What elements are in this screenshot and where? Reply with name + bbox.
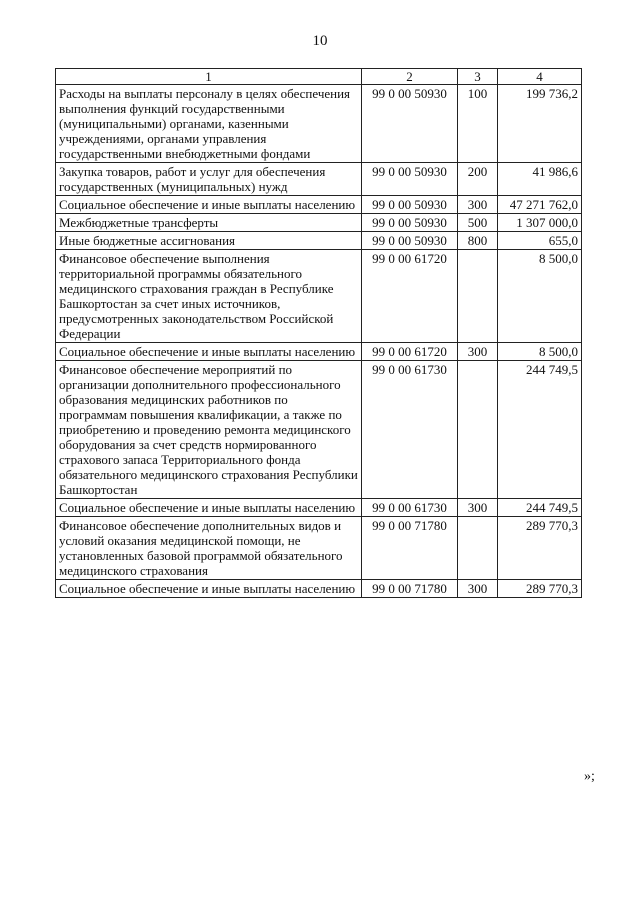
amount-cell: 289 770,3: [498, 580, 582, 598]
table-row: [56, 580, 582, 598]
target-article-code-cell: 99 0 00 71780: [362, 517, 458, 580]
expense-type-cell: 300: [458, 499, 498, 517]
amount-cell: 47 271 762,0: [498, 196, 582, 214]
table-body: [56, 85, 582, 598]
expense-type-cell: [458, 250, 498, 343]
expense-type-cell: 800: [458, 232, 498, 250]
table-row: [56, 232, 582, 250]
table-row: [56, 499, 582, 517]
expense-type-cell: 300: [458, 196, 498, 214]
expense-name-cell: Межбюджетные трансферты: [56, 214, 362, 232]
target-article-code-cell: 99 0 00 61720: [362, 343, 458, 361]
budget-table: [55, 68, 582, 598]
expense-name-cell: Социальное обеспечение и иные выплаты населению: [56, 343, 362, 361]
expense-name-cell: Социальное обеспечение и иные выплаты населению: [56, 196, 362, 214]
header-col-1: 1: [56, 69, 362, 85]
amount-cell: 199 736,2: [498, 85, 582, 163]
target-article-code-cell: 99 0 00 50930: [362, 196, 458, 214]
amount-cell: 244 749,5: [498, 361, 582, 499]
target-article-code-cell: 99 0 00 50930: [362, 85, 458, 163]
table-row: [56, 196, 582, 214]
expense-name-cell: Финансовое обеспечение мероприятий по организации дополнительного профессионального образования медицинских работников по программам повышения квалификации, а также по приобретению и проведению ремонта медицинского оборудования за счет средств нормированного страхового запаса Территориального фонда обязательного медицинского страхования Республики Башкортостан: [56, 361, 362, 499]
target-article-code-cell: 99 0 00 61730: [362, 361, 458, 499]
target-article-code-cell: 99 0 00 50930: [362, 214, 458, 232]
expense-name-cell: Финансовое обеспечение дополнительных видов и условий оказания медицинской помощи, не установленных базовой программой обязательного медицинского страхования: [56, 517, 362, 580]
table-row: [56, 343, 582, 361]
amount-cell: 655,0: [498, 232, 582, 250]
expense-name-cell: Финансовое обеспечение выполнения территориальной программы обязательного медицинского страхования граждан в Республике Башкортостан за счет иных источников, предусмотренных законодательством Российской Федерации: [56, 250, 362, 343]
target-article-code-cell: 99 0 00 50930: [362, 232, 458, 250]
table-row: [56, 214, 582, 232]
expense-type-cell: [458, 361, 498, 499]
amount-cell: 1 307 000,0: [498, 214, 582, 232]
header-col-4: 4: [498, 69, 582, 85]
expense-type-cell: [458, 517, 498, 580]
table-row: [56, 517, 582, 580]
expense-name-cell: Закупка товаров, работ и услуг для обеспечения государственных (муниципальных) нужд: [56, 163, 362, 196]
amount-cell: 41 986,6: [498, 163, 582, 196]
expense-type-cell: 500: [458, 214, 498, 232]
expense-type-cell: 100: [458, 85, 498, 163]
header-col-2: 2: [362, 69, 458, 85]
closing-quote-mark: »;: [584, 769, 595, 784]
expense-name-cell: Социальное обеспечение и иные выплаты населению: [56, 580, 362, 598]
table-row: [56, 361, 582, 499]
target-article-code-cell: 99 0 00 61730: [362, 499, 458, 517]
amount-cell: 289 770,3: [498, 517, 582, 580]
target-article-code-cell: 99 0 00 50930: [362, 163, 458, 196]
table-row: [56, 85, 582, 163]
amount-cell: 8 500,0: [498, 250, 582, 343]
amount-cell: 244 749,5: [498, 499, 582, 517]
expense-type-cell: 300: [458, 343, 498, 361]
expense-name-cell: Социальное обеспечение и иные выплаты населению: [56, 499, 362, 517]
amount-cell: 8 500,0: [498, 343, 582, 361]
table-row: [56, 250, 582, 343]
expense-type-cell: 200: [458, 163, 498, 196]
expense-type-cell: 300: [458, 580, 498, 598]
expense-name-cell: Расходы на выплаты персоналу в целях обеспечения выполнения функций государственными (муниципальными) органами, казенными учреждениями, органами управления государственными внебюджетными фондами: [56, 85, 362, 163]
table-header-row: [56, 69, 582, 85]
expense-name-cell: Иные бюджетные ассигнования: [56, 232, 362, 250]
target-article-code-cell: 99 0 00 61720: [362, 250, 458, 343]
target-article-code-cell: 99 0 00 71780: [362, 580, 458, 598]
page-number: 10: [312, 33, 328, 49]
table-row: [56, 163, 582, 196]
header-col-3: 3: [458, 69, 498, 85]
